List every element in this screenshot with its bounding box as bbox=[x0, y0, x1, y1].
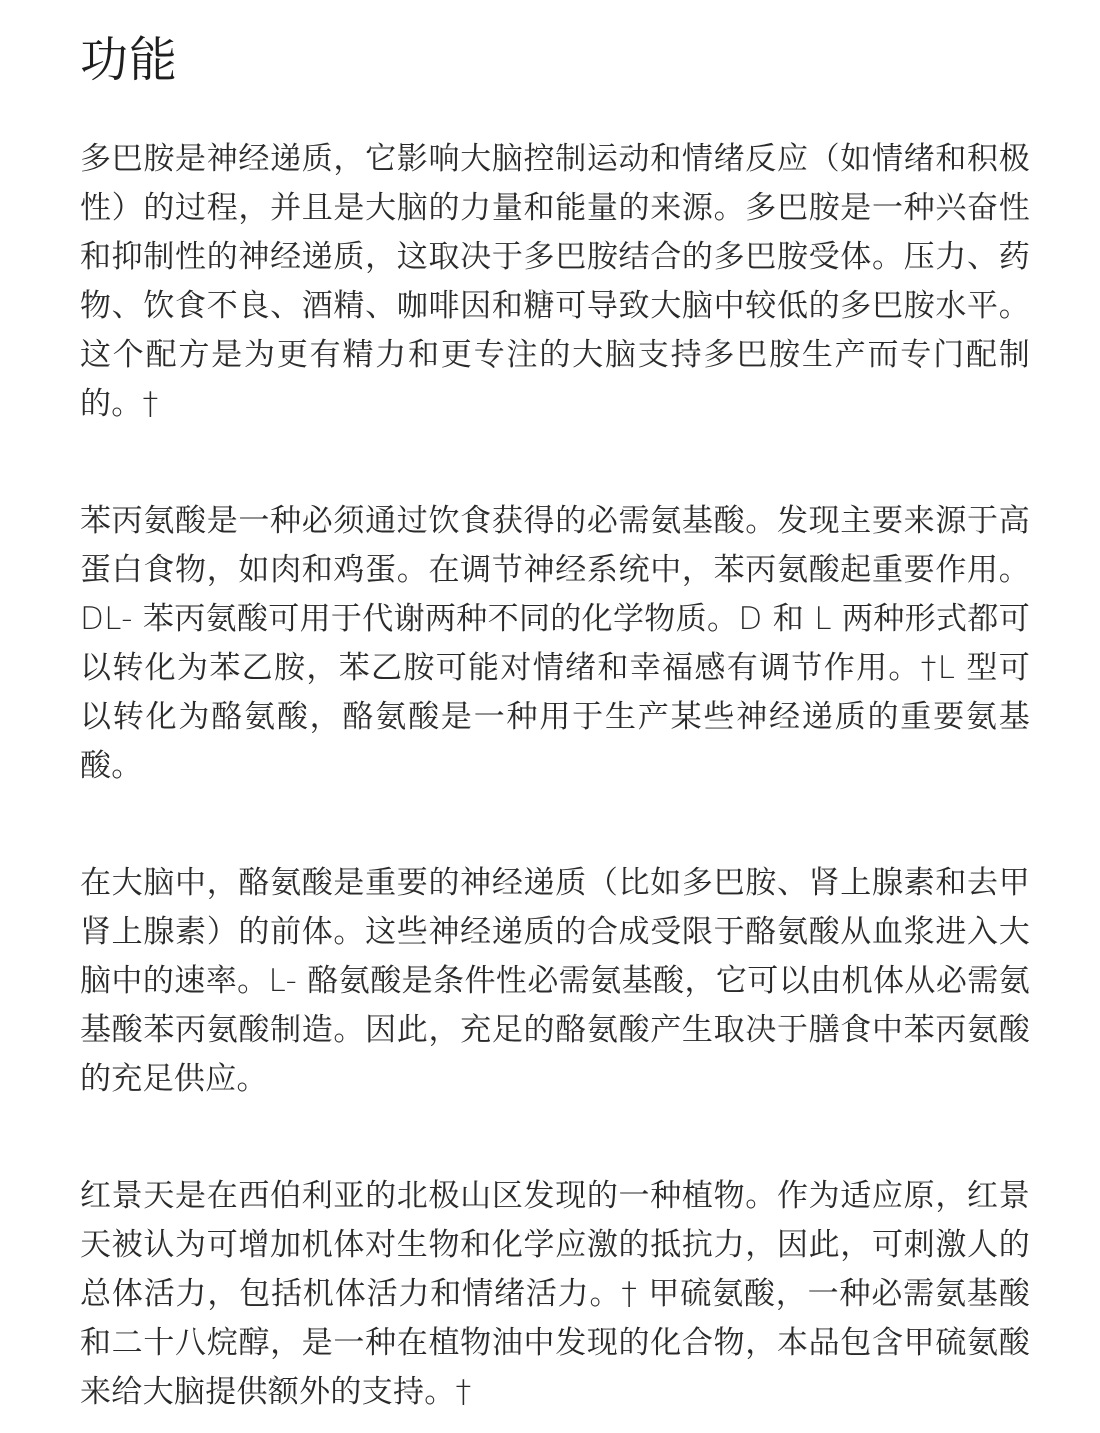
function-section bbox=[80, 0, 1030, 1417]
paragraph-dopamine: 多巴胺是神经递质，它影响大脑控制运动和情绪反应（如情绪和积极性）的过程，并且是大脑的力量和能量的来源。多巴胺是一种兴奋性和抑制性的神经递质，这取决于多巴胺结合的多巴胺受体。压力、药物、饮食不良、酒精、咖啡因和糖可导致大脑中较低的多巴胺水平。这个配方是为更有精力和更专注的大脑支持多巴胺生产而专门配制的。† bbox=[80, 141, 1030, 422]
paragraph-phenylalanine: 苯丙氨酸是一种必须通过饮食获得的必需氨基酸。发现主要来源于高蛋白食物，如肉和鸡蛋。在调节神经系统中，苯丙氨酸起重要作用。DL- 苯丙氨酸可用于代谢两种不同的化学物质。D 和 L 两种形式都可以转化为苯乙胺，苯乙胺可能对情绪和幸福感有调节作用。†L 型可以转化为酪氨酸，酪氨酸是一种用于生产某些神经递质的重要氨基酸。 bbox=[80, 503, 1030, 784]
paragraph-rhodiola: 红景天是在西伯利亚的北极山区发现的一种植物。作为适应原，红景天被认为可增加机体对生物和化学应激的抵抗力，因此，可刺激人的总体活力，包括机体活力和情绪活力。† 甲硫氨酸，一种必需氨基酸和二十八烷醇，是一种在植物油中发现的化合物，本品包含甲硫氨酸来给大脑提供额外的支持。† bbox=[80, 1178, 1030, 1410]
section-title: 功能 bbox=[80, 32, 179, 88]
paragraph-tyrosine: 在大脑中，酪氨酸是重要的神经递质（比如多巴胺、肾上腺素和去甲肾上腺素）的前体。这些神经递质的合成受限于酪氨酸从血浆进入大脑中的速率。L- 酪氨酸是条件性必需氨基酸，它可以由机体从必需氨基酸苯丙氨酸制造。因此，充足的酪氨酸产生取决于膳食中苯丙氨酸的充足供应。 bbox=[80, 865, 1030, 1097]
